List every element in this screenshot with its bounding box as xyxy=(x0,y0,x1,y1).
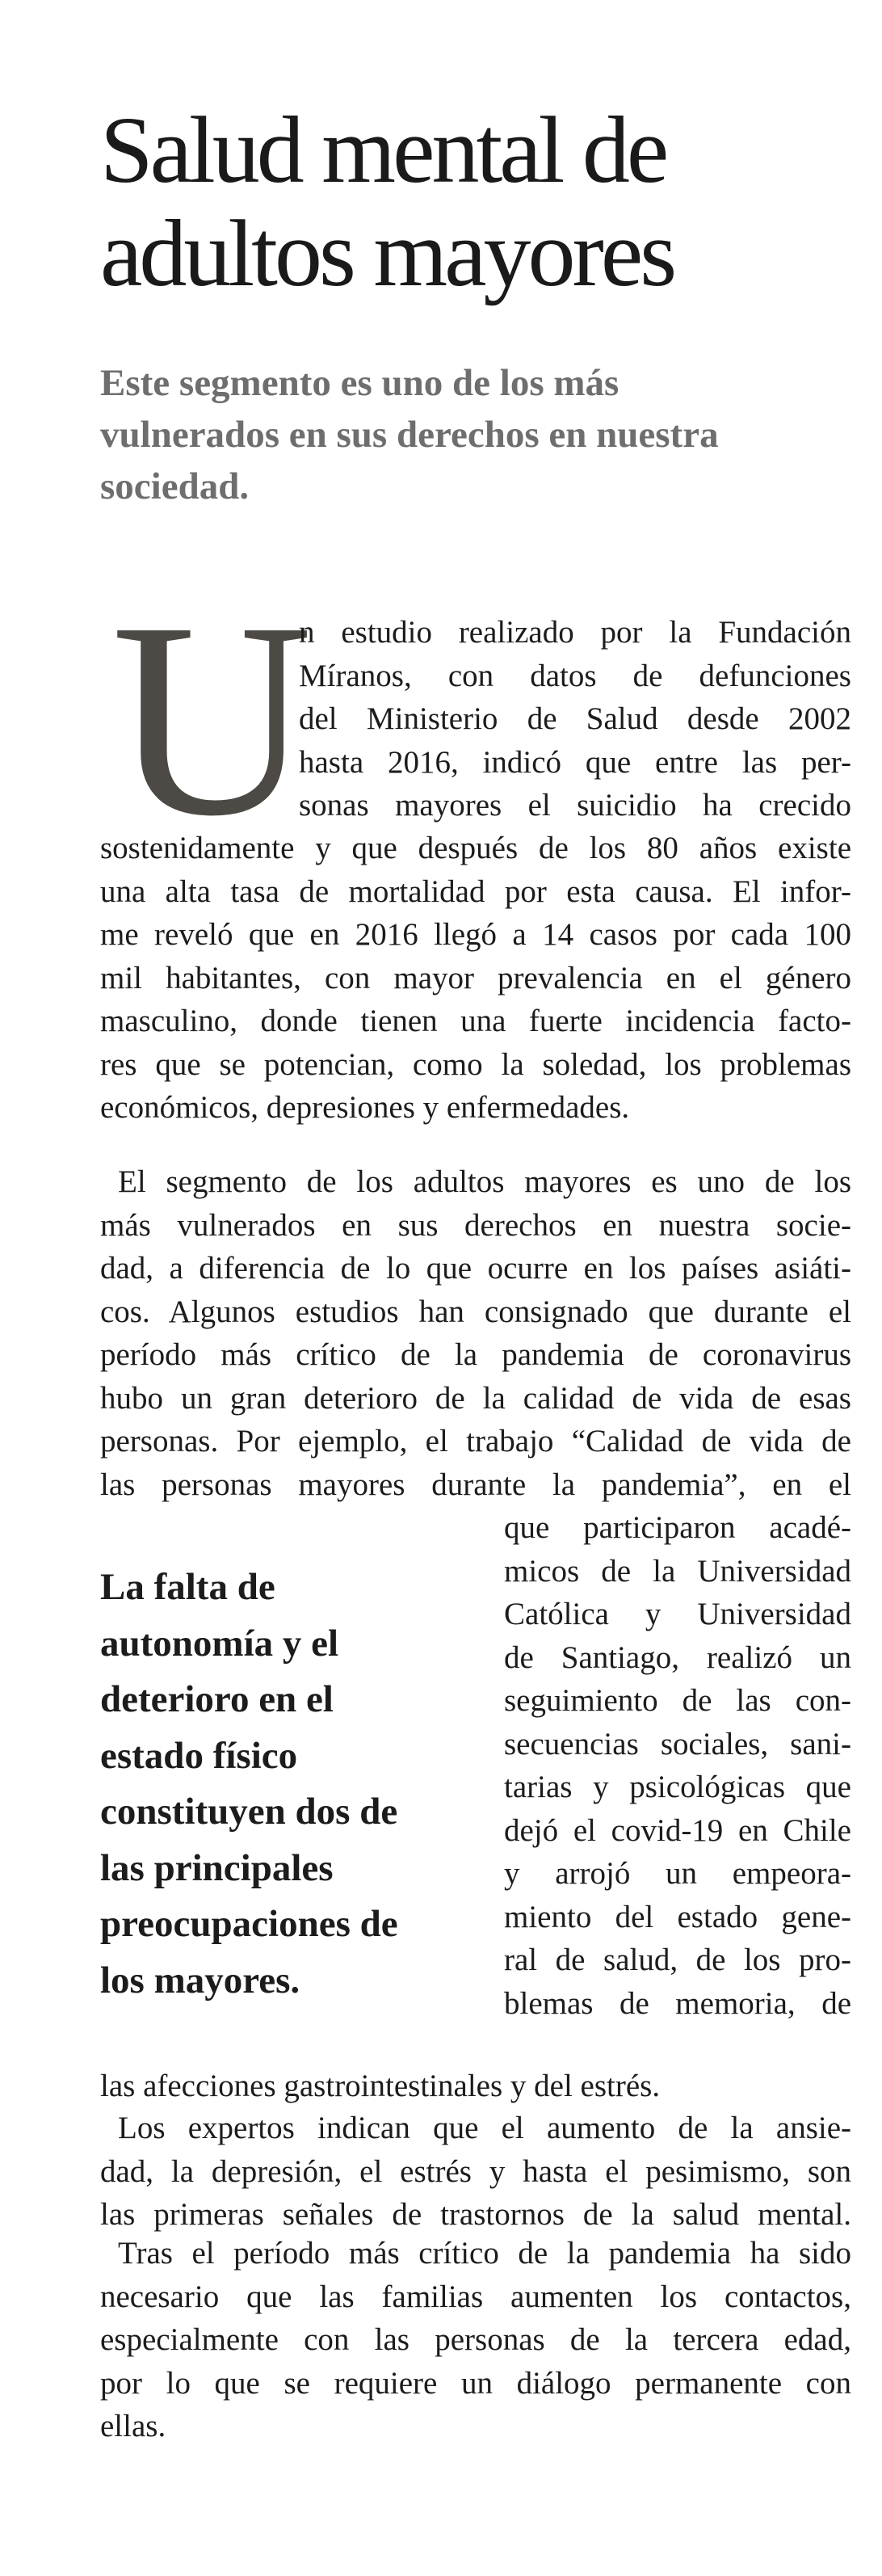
pull-quote-line: deterioro en el xyxy=(100,1678,334,1720)
pull-quote-line: los mayores. xyxy=(100,1959,300,2001)
paragraph-1-continued xyxy=(100,827,851,1130)
subtitle-line: sociedad. xyxy=(100,465,250,507)
subtitle-line: Este segmento es uno de los más xyxy=(100,362,620,404)
text-line: tarias y psicológicas que xyxy=(504,1770,851,1804)
text-line: mil habitantes, con mayor prevalencia en el género xyxy=(100,960,851,995)
paragraph-2-column xyxy=(504,1506,851,2025)
text-line: cos. Algunos estudios han consignado que durante el xyxy=(100,1294,851,1329)
text-line: las afecciones gastrointestinales y del estrés. xyxy=(100,2069,661,2103)
text-line: Católica y Universidad xyxy=(504,1597,851,1631)
article-subtitle xyxy=(100,357,827,512)
drop-cap: U xyxy=(111,565,313,873)
pull-quote-line: constituyen dos de xyxy=(100,1791,398,1833)
text-line: una alta tasa de mortalidad por esta causa. El infor- xyxy=(100,873,851,909)
text-line: dejó el covid-19 en Chile xyxy=(504,1812,851,1848)
text-line: Tras el período más crítico de la pandemia ha sido xyxy=(118,2236,851,2271)
text-line: n estudio realizado por la Fundación xyxy=(299,615,851,650)
text-line: sonas mayores el suicidio ha crecido xyxy=(299,788,851,823)
text-line: más vulnerados en sus derechos en nuestra socie- xyxy=(100,1207,851,1243)
pull-quote-line: las principales xyxy=(100,1846,334,1889)
text-line: me reveló que en 2016 llegó a 14 casos por cada 100 xyxy=(100,917,851,952)
paragraph-2-ending xyxy=(100,2065,851,2108)
text-line: hubo un gran deterioro de la calidad de vida de esas xyxy=(100,1380,851,1416)
pull-quote xyxy=(100,1559,456,2009)
text-line: las personas mayores durante la pandemia”, en el xyxy=(100,1467,851,1502)
title-line: Salud mental de xyxy=(100,97,666,203)
text-line: secuencias sociales, sani- xyxy=(504,1726,851,1762)
subtitle-line: vulnerados en sus derechos en nuestra xyxy=(100,414,719,456)
text-line: económicos, depresiones y enfermedades. xyxy=(100,1090,630,1125)
article-title xyxy=(100,99,827,305)
text-line: necesario que las familias aumenten los contactos, xyxy=(100,2279,851,2314)
text-line: personas. Por ejemplo, el trabajo “Calidad de vida de xyxy=(100,1424,851,1458)
text-line: seguimiento de las con- xyxy=(504,1683,851,1718)
text-line: Los expertos indican que el aumento de la ansie- xyxy=(118,2111,851,2145)
text-line: micos de la Universidad xyxy=(504,1553,851,1589)
text-line: dad, la depresión, el estrés y hasta el pesimismo, son xyxy=(100,2153,851,2189)
text-line: especialmente con las personas de la tercera edad, xyxy=(100,2322,851,2357)
text-line: período más crítico de la pandemia de coronavirus xyxy=(100,1337,851,1372)
text-line: y arrojó un empeora- xyxy=(504,1856,851,1891)
paragraph-3 xyxy=(100,2107,851,2237)
text-line: blemas de memoria, de xyxy=(504,1985,851,2021)
text-line: sostenidamente y que después de los 80 años existe xyxy=(100,831,851,865)
text-line: dad, a diferencia de lo que ocurre en los países asiáti- xyxy=(100,1251,851,1286)
text-line: del Ministerio de Salud desde 2002 xyxy=(299,701,851,736)
text-line: de Santiago, realizó un xyxy=(504,1639,851,1675)
text-line: ral de salud, de los pro- xyxy=(504,1943,851,1977)
text-line: por lo que se requiere un diálogo permanente con xyxy=(100,2365,851,2401)
title-line: adultos mayores xyxy=(100,200,674,306)
text-line: miento del estado gene- xyxy=(504,1899,851,1934)
text-line: El segmento de los adultos mayores es uno de los xyxy=(118,1164,851,1199)
pull-quote-line: estado físico xyxy=(100,1734,298,1777)
text-line: las primeras señales de trastornos de la salud mental. xyxy=(100,2197,851,2232)
pull-quote-line: La falta de xyxy=(100,1566,275,1608)
text-line: Míranos, con datos de defunciones xyxy=(299,658,851,693)
text-line: hasta 2016, indicó que entre las per- xyxy=(299,744,851,780)
text-line: ellas. xyxy=(100,2409,166,2443)
paragraph-2 xyxy=(100,1160,851,1506)
pull-quote-line: autonomía y el xyxy=(100,1622,339,1665)
pull-quote-line: preocupaciones de xyxy=(100,1903,398,1945)
paragraph-4 xyxy=(100,2232,851,2448)
text-line: que participaron acadé- xyxy=(504,1510,851,1545)
paragraph-1-opening xyxy=(299,611,851,827)
text-line: res que se potencian, como la soledad, los problemas xyxy=(100,1046,851,1082)
text-line: masculino, donde tienen una fuerte incidencia facto- xyxy=(100,1004,851,1038)
